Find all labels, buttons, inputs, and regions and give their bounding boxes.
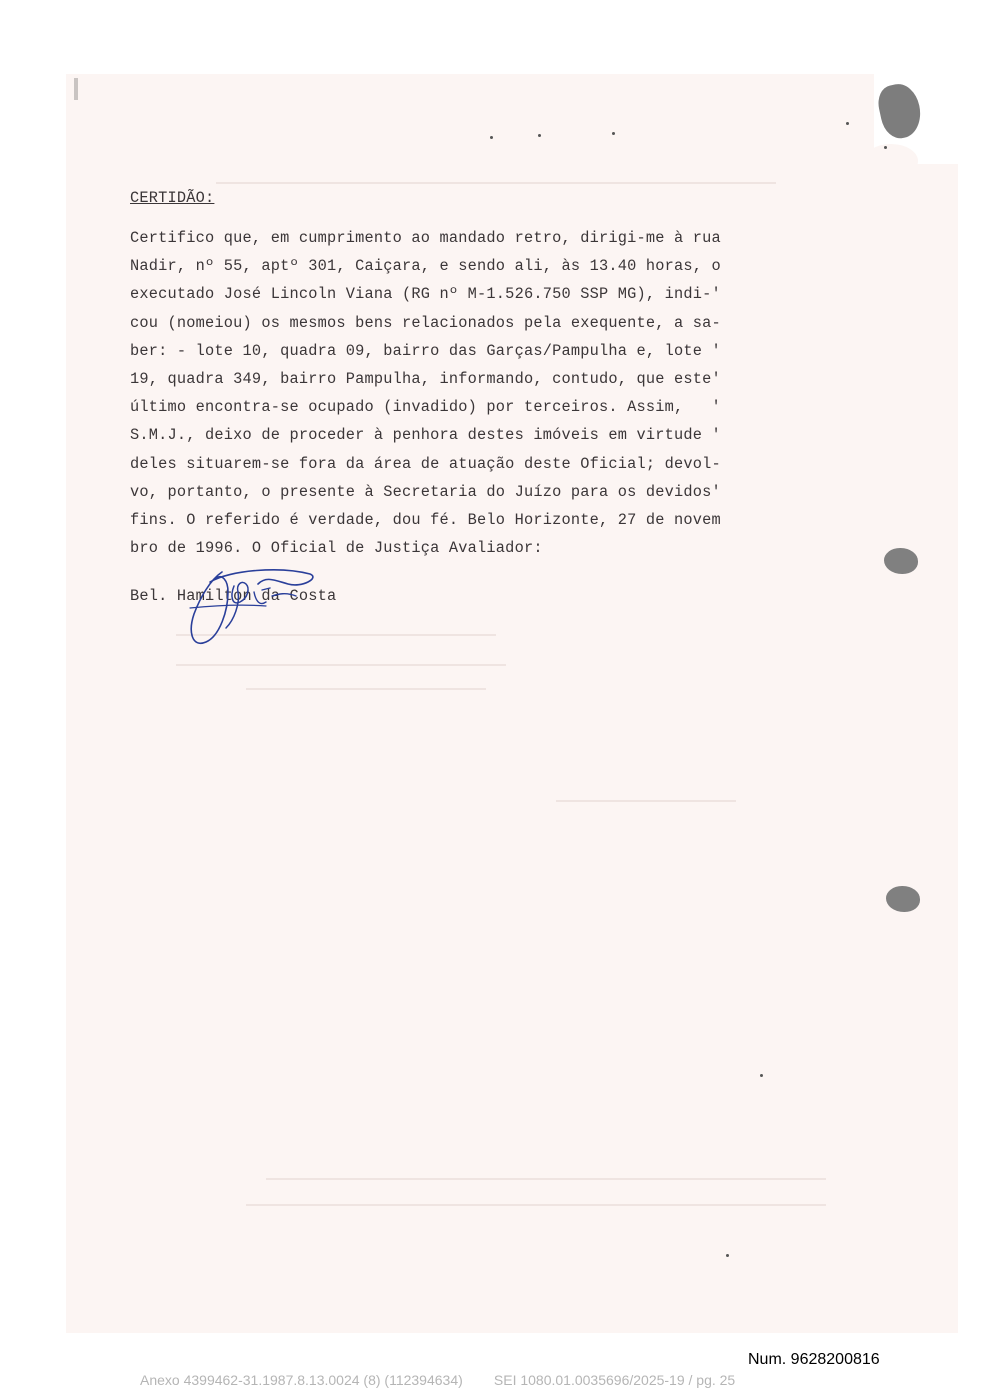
handwritten-signature — [170, 562, 320, 654]
paper-speck — [846, 122, 849, 125]
punch-hole-top — [884, 548, 918, 574]
paper-speck — [612, 132, 615, 135]
text-line: ber: - lote 10, quadra 09, bairro das Garças/Pampulha e, lote ' — [130, 341, 721, 360]
text-line: executado José Lincoln Viana (RG nº M-1.526.750 SSP MG), indi-' — [130, 285, 721, 304]
text-line: Certifico que, em cumprimento ao mandado retro, dirigi-me à rua — [130, 229, 721, 247]
footer-metadata — [140, 1372, 735, 1388]
show-through-line — [556, 800, 736, 802]
paper-speck — [490, 136, 493, 139]
scanned-page — [66, 74, 958, 1333]
scan-edge-mark — [74, 78, 78, 100]
sei-reference: SEI 1080.01.0035696/2025-19 / pg. 25 — [493, 1372, 736, 1388]
certificate-heading: CERTIDÃO: — [130, 189, 215, 207]
text-line: Nadir, nº 55, aptº 301, Caiçara, e sendo ali, às 13.40 horas, o — [130, 257, 721, 276]
text-line: cou (nomeiou) os mesmos bens relacionados pela exequente, a sa- — [130, 313, 721, 332]
text-line: S.M.J., deixo de proceder à penhora destes imóveis em virtude ' — [130, 426, 721, 445]
document-number: Num. 9628200816 — [748, 1351, 880, 1368]
text-line: fins. O referido é verdade, dou fé. Belo Horizonte, 27 de novem — [130, 510, 721, 529]
text-line: vo, portanto, o presente à Secretaria do Juízo para os devidos' — [130, 482, 721, 501]
punch-hole-bottom — [886, 886, 920, 912]
paper-speck — [760, 1074, 763, 1077]
show-through-line — [246, 688, 486, 690]
show-through-line — [246, 1204, 826, 1206]
paper-speck — [538, 134, 541, 137]
show-through-line — [266, 1178, 826, 1180]
annex-reference: Anexo 4399462-31.1987.8.13.0024 (8) (112394634) — [140, 1372, 463, 1388]
torn-corner — [874, 74, 958, 164]
paper-speck — [726, 1254, 729, 1257]
text-line: deles situarem-se fora da área de atuação deste Oficial; devol- — [130, 454, 721, 473]
text-line: último encontra-se ocupado (invadido) por terceiros. Assim, ' — [130, 398, 721, 417]
signer-name: Bel. Hamilton da Costa — [130, 587, 337, 606]
certificate-text — [130, 184, 830, 610]
text-line: bro de 1996. O Oficial de Justiça Avaliador: — [130, 539, 543, 558]
paper-speck — [884, 146, 887, 149]
text-line: 19, quadra 349, bairro Pampulha, informando, contudo, que este' — [130, 369, 721, 388]
show-through-line — [176, 664, 506, 666]
